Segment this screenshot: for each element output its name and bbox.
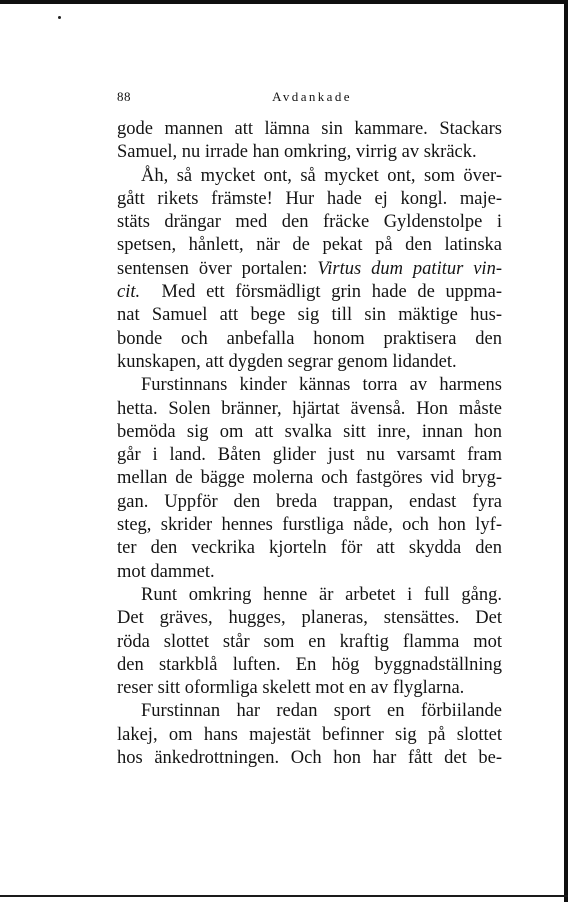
text-line-14: bemöda sig om att svalka sitt inre, innan hon xyxy=(117,421,502,442)
scan-edge-right xyxy=(564,0,568,902)
text-line-27: lakej, om hans majestät befinner sig på slottet xyxy=(117,724,502,745)
scan-edge-top xyxy=(0,0,568,4)
scan-speck xyxy=(58,16,61,19)
text-line-26: Furstinnan har redan sport en förbiilande xyxy=(141,701,502,722)
text-line-19: ter den veckrika kjorteln för att skydda den xyxy=(117,538,502,559)
text-line-11: kunskapen, att dygden segrar genom lidandet. xyxy=(117,351,457,372)
text-line-23: röda slottet står som en kraftig flamma mot xyxy=(117,631,502,652)
text-line-2: Samuel, nu irrade han omkring, virrig av skräck. xyxy=(117,142,477,163)
text-line-22: Det gräves, hugges, planeras, stensättes. Det xyxy=(117,608,502,629)
text-line-28: hos änkedrottningen. Och hon har fått det be- xyxy=(117,748,502,769)
page-number: 88 xyxy=(117,89,131,104)
text-line-10: bonde och anbefalla honom praktisera den xyxy=(117,328,502,349)
text-line-8: cit. Med ett försmädligt grin hade de uppma- xyxy=(117,282,502,303)
text-line-3: Åh, så mycket ont, så mycket ont, som över- xyxy=(141,165,502,186)
text-line-12: Furstinnans kinder kännas torra av harmens xyxy=(141,375,502,396)
text-line-18: steg, skrider hennes furstliga nåde, och hon lyf- xyxy=(117,515,502,536)
text-line-6: spetsen, hånlett, när de pekat på den latinska xyxy=(117,235,502,256)
running-title: Avdankade xyxy=(272,89,352,104)
body-text xyxy=(117,118,502,770)
text-line-15: går i land. Båten glider just nu varsamt fram xyxy=(117,445,502,466)
text-line-21: Runt omkring henne är arbetet i full gång. xyxy=(141,584,502,605)
text-line-13: hetta. Solen bränner, hjärtat ävenså. Hon måste xyxy=(117,398,502,419)
text-line-24: den starkblå luften. En hög byggnadställning xyxy=(117,654,502,675)
text-line-5: stäts drängar med den fräcke Gyldenstolpe i xyxy=(117,212,502,233)
text-line-16: mellan de bägge molerna och fastgöres vid bryg- xyxy=(117,468,502,489)
text-line-25: reser sitt oformliga skelett mot en av flyglarna. xyxy=(117,678,465,699)
text-line-4: gått rikets främste! Hur hade ej kongl. maje- xyxy=(117,188,502,209)
text-line-9: nat Samuel att bege sig till sin mäktige hus- xyxy=(117,305,502,326)
text-line-1: gode mannen att lämna sin kammare. Stackars xyxy=(117,119,502,139)
text-line-20: mot dammet. xyxy=(117,561,215,582)
text-line-7: sentensen över portalen: Virtus dum patitur vin- xyxy=(117,258,502,279)
scan-edge-bottom xyxy=(0,895,568,897)
text-line-17: gan. Uppför den breda trappan, endast fyra xyxy=(117,491,502,512)
